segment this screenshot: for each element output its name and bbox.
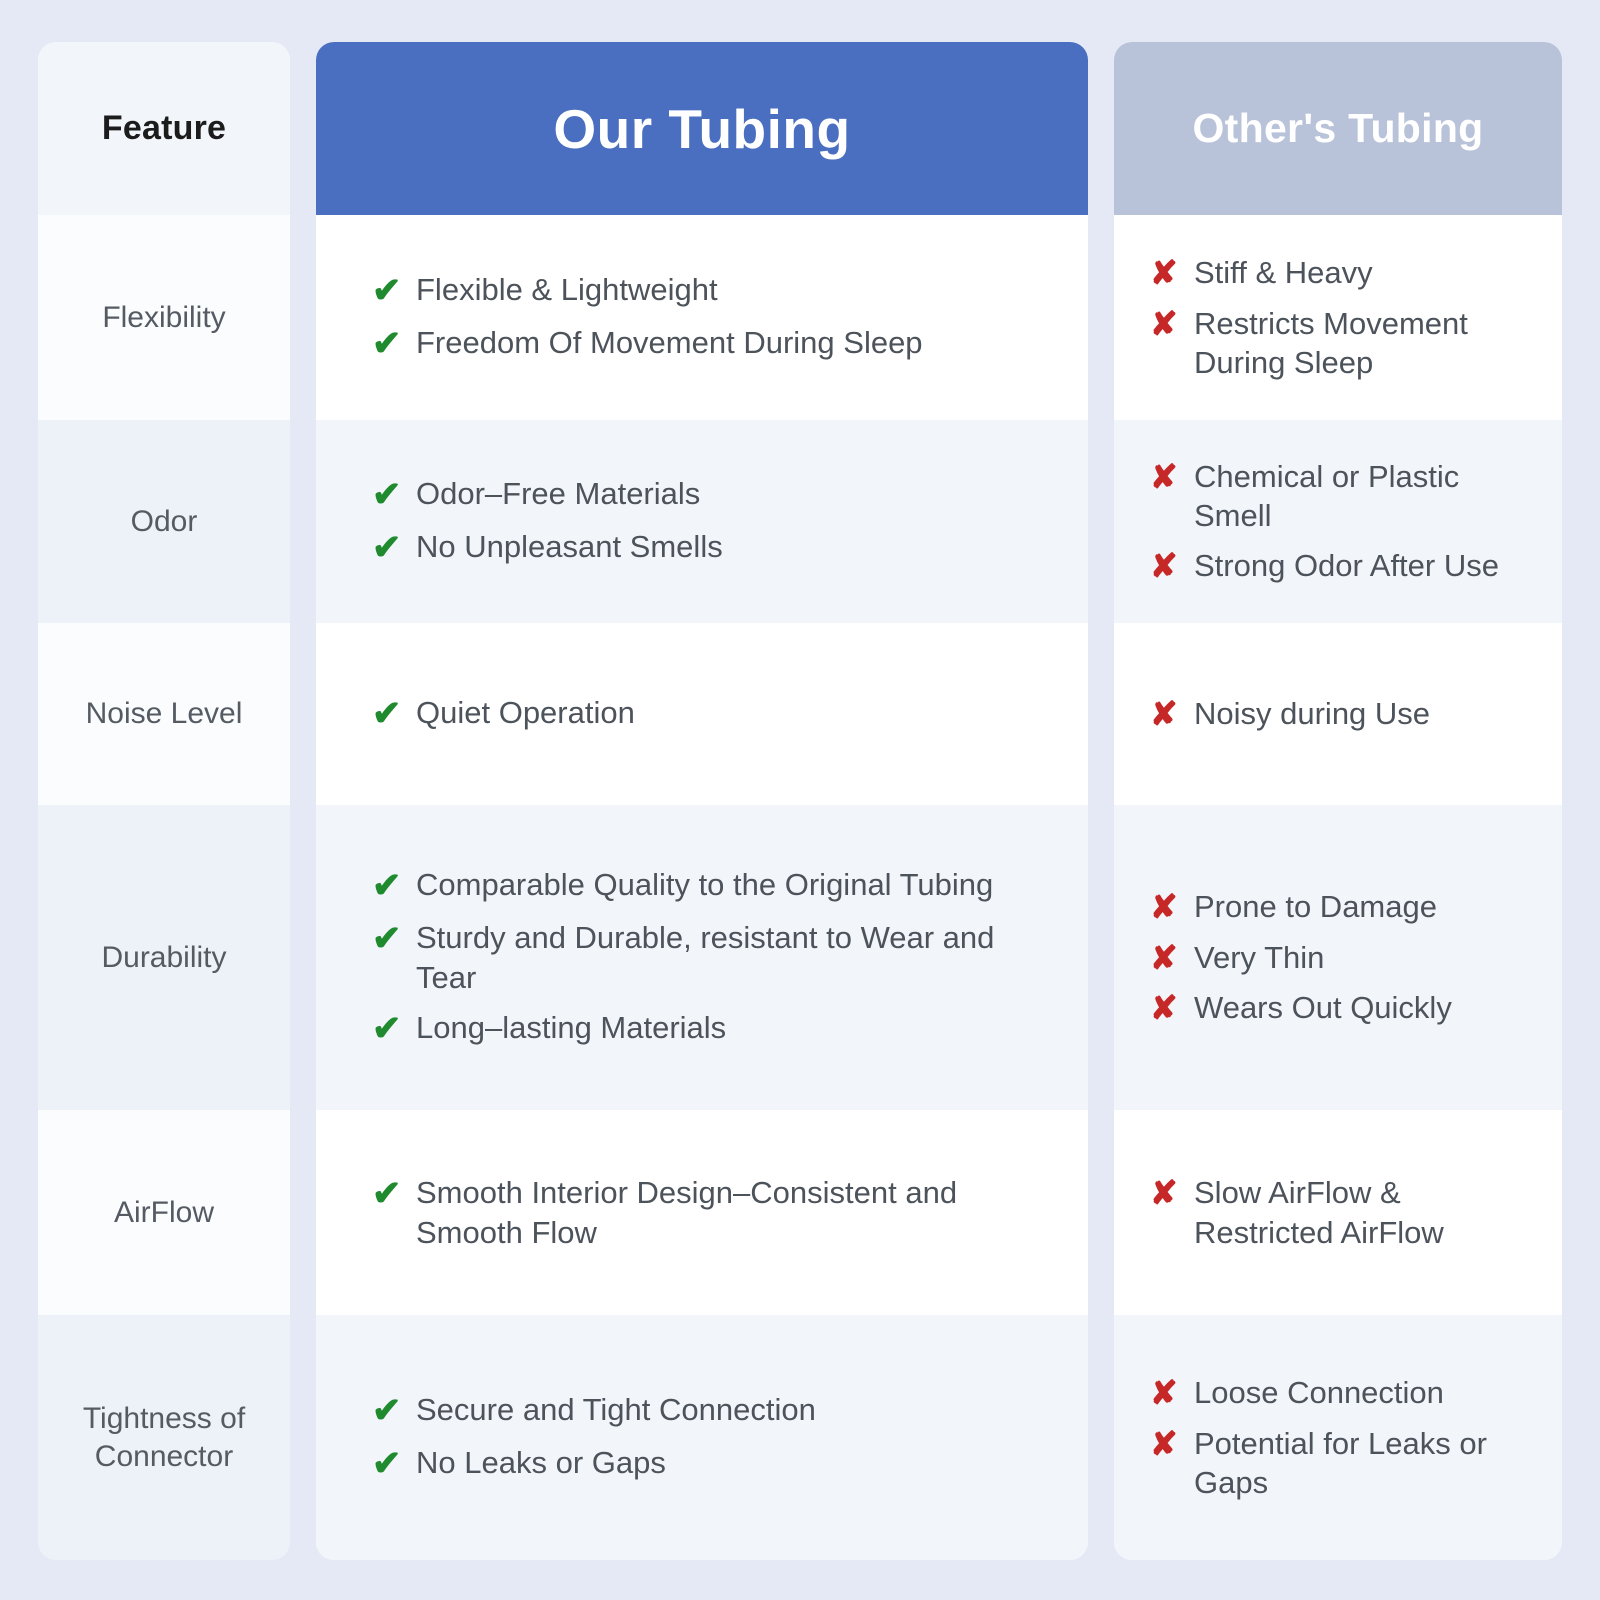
cross-icon: ✘ xyxy=(1150,254,1178,292)
table-row xyxy=(1114,215,1562,420)
table-row xyxy=(316,420,1088,623)
list-item xyxy=(1150,1373,1538,1413)
list-item xyxy=(1150,1424,1538,1502)
column-header-feature xyxy=(38,42,290,215)
list-item xyxy=(1150,546,1538,586)
table-row xyxy=(1114,1315,1562,1560)
list-item xyxy=(1150,304,1538,382)
cross-icon: ✘ xyxy=(1150,1424,1178,1462)
list-item-label: Potential for Leaks or Gaps xyxy=(1194,1425,1487,1500)
feature-cell-flexibility xyxy=(38,215,290,420)
list-item-label: Secure and Tight Connection xyxy=(416,1392,816,1427)
cell-others-airflow xyxy=(1114,1162,1562,1262)
check-icon: ✔ xyxy=(372,866,402,906)
list-item xyxy=(372,1173,1054,1251)
list-item xyxy=(372,527,1054,569)
cell-our-durability xyxy=(316,854,1088,1060)
list-item-label: Comparable Quality to the Original Tubing xyxy=(416,867,994,903)
feature-cell-durability xyxy=(38,805,290,1110)
column-our-tubing xyxy=(316,42,1088,1560)
list-item-label: Loose Connection xyxy=(1194,1375,1444,1411)
feature-label: Odor xyxy=(130,504,198,538)
check-icon: ✔ xyxy=(372,1391,402,1430)
list-item-label: Long–lasting Materials xyxy=(416,1009,727,1045)
feature-label: Noise Level xyxy=(85,697,243,731)
list-item xyxy=(372,474,1054,516)
cell-others-durability xyxy=(1114,876,1562,1039)
list-item xyxy=(372,270,1054,312)
feature-label: AirFlow xyxy=(113,1195,214,1229)
list-item xyxy=(372,323,1054,365)
cell-our-tightness-of-connector xyxy=(316,1379,1088,1496)
cell-others-odor xyxy=(1114,446,1562,597)
column-header-our-tubing-label: Our Tubing xyxy=(553,97,851,160)
list-item xyxy=(1150,938,1538,978)
list-item xyxy=(372,693,1054,735)
list-item xyxy=(1150,887,1538,927)
list-item-label: Stiff & Heavy xyxy=(1194,255,1373,291)
table-row xyxy=(316,215,1088,420)
list-item xyxy=(372,865,1054,907)
list-item xyxy=(1150,694,1538,734)
table-row xyxy=(1114,805,1562,1110)
table-row xyxy=(316,1315,1088,1560)
cross-icon: ✘ xyxy=(1150,888,1178,926)
cell-others-noise-level xyxy=(1114,683,1562,745)
cell-others-tightness-of-connector xyxy=(1114,1362,1562,1513)
feature-label: Tightness of Connector xyxy=(82,1401,246,1473)
cell-our-airflow xyxy=(316,1162,1088,1262)
column-feature xyxy=(38,42,290,1560)
table-row xyxy=(316,1110,1088,1315)
column-header-feature-label: Feature xyxy=(101,109,227,147)
cross-icon: ✘ xyxy=(1150,547,1178,585)
cross-icon: ✘ xyxy=(1150,1374,1178,1412)
list-item-label: Strong Odor After Use xyxy=(1194,548,1499,584)
list-item xyxy=(1150,1173,1538,1251)
list-item-label: Smooth Interior Design–Consistent and Smooth Flow xyxy=(416,1175,958,1250)
table-row xyxy=(1114,420,1562,623)
table-row xyxy=(316,805,1088,1110)
cross-icon: ✘ xyxy=(1150,695,1178,733)
list-item-label: Quiet Operation xyxy=(416,695,635,730)
cell-others-flexibility xyxy=(1114,242,1562,393)
list-item-label: Restricts Movement During Sleep xyxy=(1194,305,1468,380)
list-item xyxy=(1150,253,1538,293)
list-item xyxy=(1150,988,1538,1028)
cross-icon: ✘ xyxy=(1150,938,1178,976)
check-icon: ✔ xyxy=(372,1008,402,1048)
list-item-label: No Leaks or Gaps xyxy=(416,1445,666,1480)
our-tubing-cells xyxy=(316,215,1088,1560)
check-icon: ✔ xyxy=(372,271,402,310)
cross-icon: ✘ xyxy=(1150,989,1178,1027)
column-header-our-tubing xyxy=(316,42,1088,215)
list-item-label: Wears Out Quickly xyxy=(1194,990,1452,1026)
feature-label: Flexibility xyxy=(102,300,226,334)
list-item xyxy=(372,1443,1054,1485)
feature-cell-tightness-of-connector xyxy=(38,1315,290,1560)
feature-cell-odor xyxy=(38,420,290,623)
list-item-label: Odor–Free Materials xyxy=(416,476,701,511)
check-icon: ✔ xyxy=(372,528,402,567)
check-icon: ✔ xyxy=(372,694,402,733)
cell-our-flexibility xyxy=(316,259,1088,376)
list-item-label: No Unpleasant Smells xyxy=(416,529,723,564)
feature-label: Durability xyxy=(101,940,227,974)
check-icon: ✔ xyxy=(372,1444,402,1483)
list-item-label: Flexible & Lightweight xyxy=(416,272,718,307)
table-row xyxy=(316,623,1088,805)
cross-icon: ✘ xyxy=(1150,1174,1178,1212)
cell-our-noise-level xyxy=(316,682,1088,746)
list-item xyxy=(372,918,1054,996)
feature-cell-airflow xyxy=(38,1110,290,1315)
list-item-label: Sturdy and Durable, resistant to Wear and Tear xyxy=(416,920,995,995)
check-icon: ✔ xyxy=(372,324,402,363)
column-header-others-tubing xyxy=(1114,42,1562,215)
cross-icon: ✘ xyxy=(1150,304,1178,342)
list-item-label: Prone to Damage xyxy=(1194,889,1437,925)
list-item xyxy=(1150,457,1538,535)
table-row xyxy=(1114,1110,1562,1315)
list-item-label: Noisy during Use xyxy=(1194,696,1431,732)
cross-icon: ✘ xyxy=(1150,458,1178,496)
list-item xyxy=(372,1008,1054,1050)
cell-our-odor xyxy=(316,463,1088,580)
list-item-label: Chemical or Plastic Smell xyxy=(1194,459,1460,534)
table-row xyxy=(1114,623,1562,805)
check-icon: ✔ xyxy=(372,919,402,959)
list-item-label: Slow AirFlow & Restricted AirFlow xyxy=(1194,1175,1444,1250)
check-icon: ✔ xyxy=(372,1174,402,1214)
column-header-others-tubing-label: Other's Tubing xyxy=(1192,105,1484,151)
list-item xyxy=(372,1390,1054,1432)
feature-cell-noise-level xyxy=(38,623,290,805)
list-item-label: Freedom Of Movement During Sleep xyxy=(416,325,923,360)
others-tubing-cells xyxy=(1114,215,1562,1560)
check-icon: ✔ xyxy=(372,475,402,514)
column-others-tubing xyxy=(1114,42,1562,1560)
feature-cells xyxy=(38,215,290,1560)
list-item-label: Very Thin xyxy=(1194,939,1325,975)
